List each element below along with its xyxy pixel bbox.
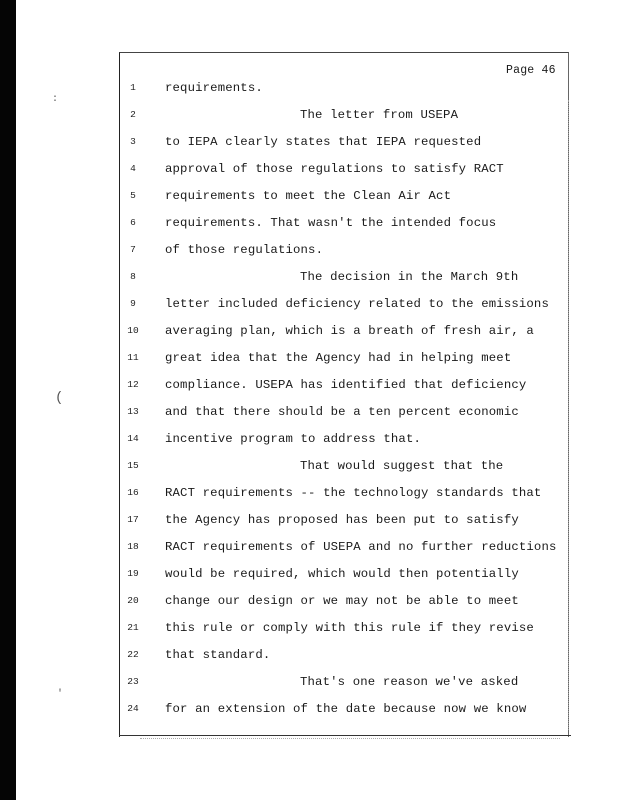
line-number: 19	[127, 568, 139, 579]
line-text: requirements. That wasn't the intended focus	[165, 216, 497, 230]
line-number: 11	[127, 352, 139, 363]
scan-speck: :	[52, 94, 59, 105]
line-number: 17	[127, 514, 139, 525]
line-text: great idea that the Agency had in helping meet	[165, 351, 512, 365]
line-number: 14	[127, 433, 139, 444]
line-text: compliance. USEPA has identified that deficiency	[165, 378, 527, 392]
transcript-line	[0, 189, 618, 211]
transcript-line	[0, 702, 618, 724]
scan-speck: '	[57, 689, 64, 700]
page-bottom-rule	[119, 735, 571, 736]
transcript-line	[0, 270, 618, 292]
transcript-line	[0, 135, 618, 157]
transcript-line	[0, 108, 618, 130]
transcript-line	[0, 675, 618, 697]
transcript-line	[0, 486, 618, 508]
transcript-line	[0, 81, 618, 103]
line-text: to IEPA clearly states that IEPA requested	[165, 135, 482, 149]
line-text: approval of those regulations to satisfy RACT	[165, 162, 504, 176]
line-text: requirements to meet the Clean Air Act	[165, 189, 452, 203]
line-number: 22	[127, 649, 139, 660]
line-number: 3	[130, 136, 136, 147]
page-number: Page 46	[506, 64, 556, 77]
line-text: The decision in the March 9th	[300, 270, 519, 284]
line-number: 6	[130, 217, 136, 228]
line-text: for an extension of the date because now we know	[165, 702, 527, 716]
line-text: RACT requirements of USEPA and no further reductions	[165, 540, 557, 554]
line-number: 24	[127, 703, 139, 714]
line-number: 1	[130, 82, 136, 93]
line-number: 4	[130, 163, 136, 174]
transcript-line	[0, 621, 618, 643]
line-number: 10	[127, 325, 139, 336]
transcript-line	[0, 432, 618, 454]
line-text: the Agency has proposed has been put to satisfy	[165, 513, 519, 527]
line-text: incentive program to address that.	[165, 432, 421, 446]
line-text: would be required, which would then potentially	[165, 567, 519, 581]
line-text: requirements.	[165, 81, 263, 95]
transcript-line	[0, 459, 618, 481]
line-number: 16	[127, 487, 139, 498]
line-text: that standard.	[165, 648, 271, 662]
line-text: letter included deficiency related to the emissions	[165, 297, 549, 311]
line-number: 5	[130, 190, 136, 201]
line-text: averaging plan, which is a breath of fresh air, a	[165, 324, 534, 338]
line-text: That's one reason we've asked	[300, 675, 519, 689]
line-text: of those regulations.	[165, 243, 324, 257]
transcript-line	[0, 216, 618, 238]
line-number: 9	[130, 298, 136, 309]
transcript-line	[0, 540, 618, 562]
transcript-line	[0, 162, 618, 184]
line-number: 15	[127, 460, 139, 471]
transcript-line	[0, 567, 618, 589]
transcript-line	[0, 324, 618, 346]
line-text: RACT requirements -- the technology standards that	[165, 486, 542, 500]
scan-speck: (	[55, 390, 64, 406]
line-text: change our design or we may not be able to meet	[165, 594, 519, 608]
line-number: 2	[130, 109, 136, 120]
line-text: That would suggest that the	[300, 459, 504, 473]
scan-footer-noise	[140, 738, 560, 743]
transcript-line	[0, 351, 618, 373]
transcript-line	[0, 378, 618, 400]
transcript-line	[0, 243, 618, 265]
line-number: 18	[127, 541, 139, 552]
line-text: The letter from USEPA	[300, 108, 459, 122]
line-number: 7	[130, 244, 136, 255]
line-number: 23	[127, 676, 139, 687]
line-number: 21	[127, 622, 139, 633]
line-text: this rule or comply with this rule if they revise	[165, 621, 534, 635]
transcript-line	[0, 594, 618, 616]
line-number: 12	[127, 379, 139, 390]
transcript-line	[0, 648, 618, 670]
line-number: 13	[127, 406, 139, 417]
line-number: 20	[127, 595, 139, 606]
transcript-line	[0, 297, 618, 319]
line-number: 8	[130, 271, 136, 282]
transcript-line	[0, 405, 618, 427]
transcript-line	[0, 513, 618, 535]
line-text: and that there should be a ten percent economic	[165, 405, 519, 419]
